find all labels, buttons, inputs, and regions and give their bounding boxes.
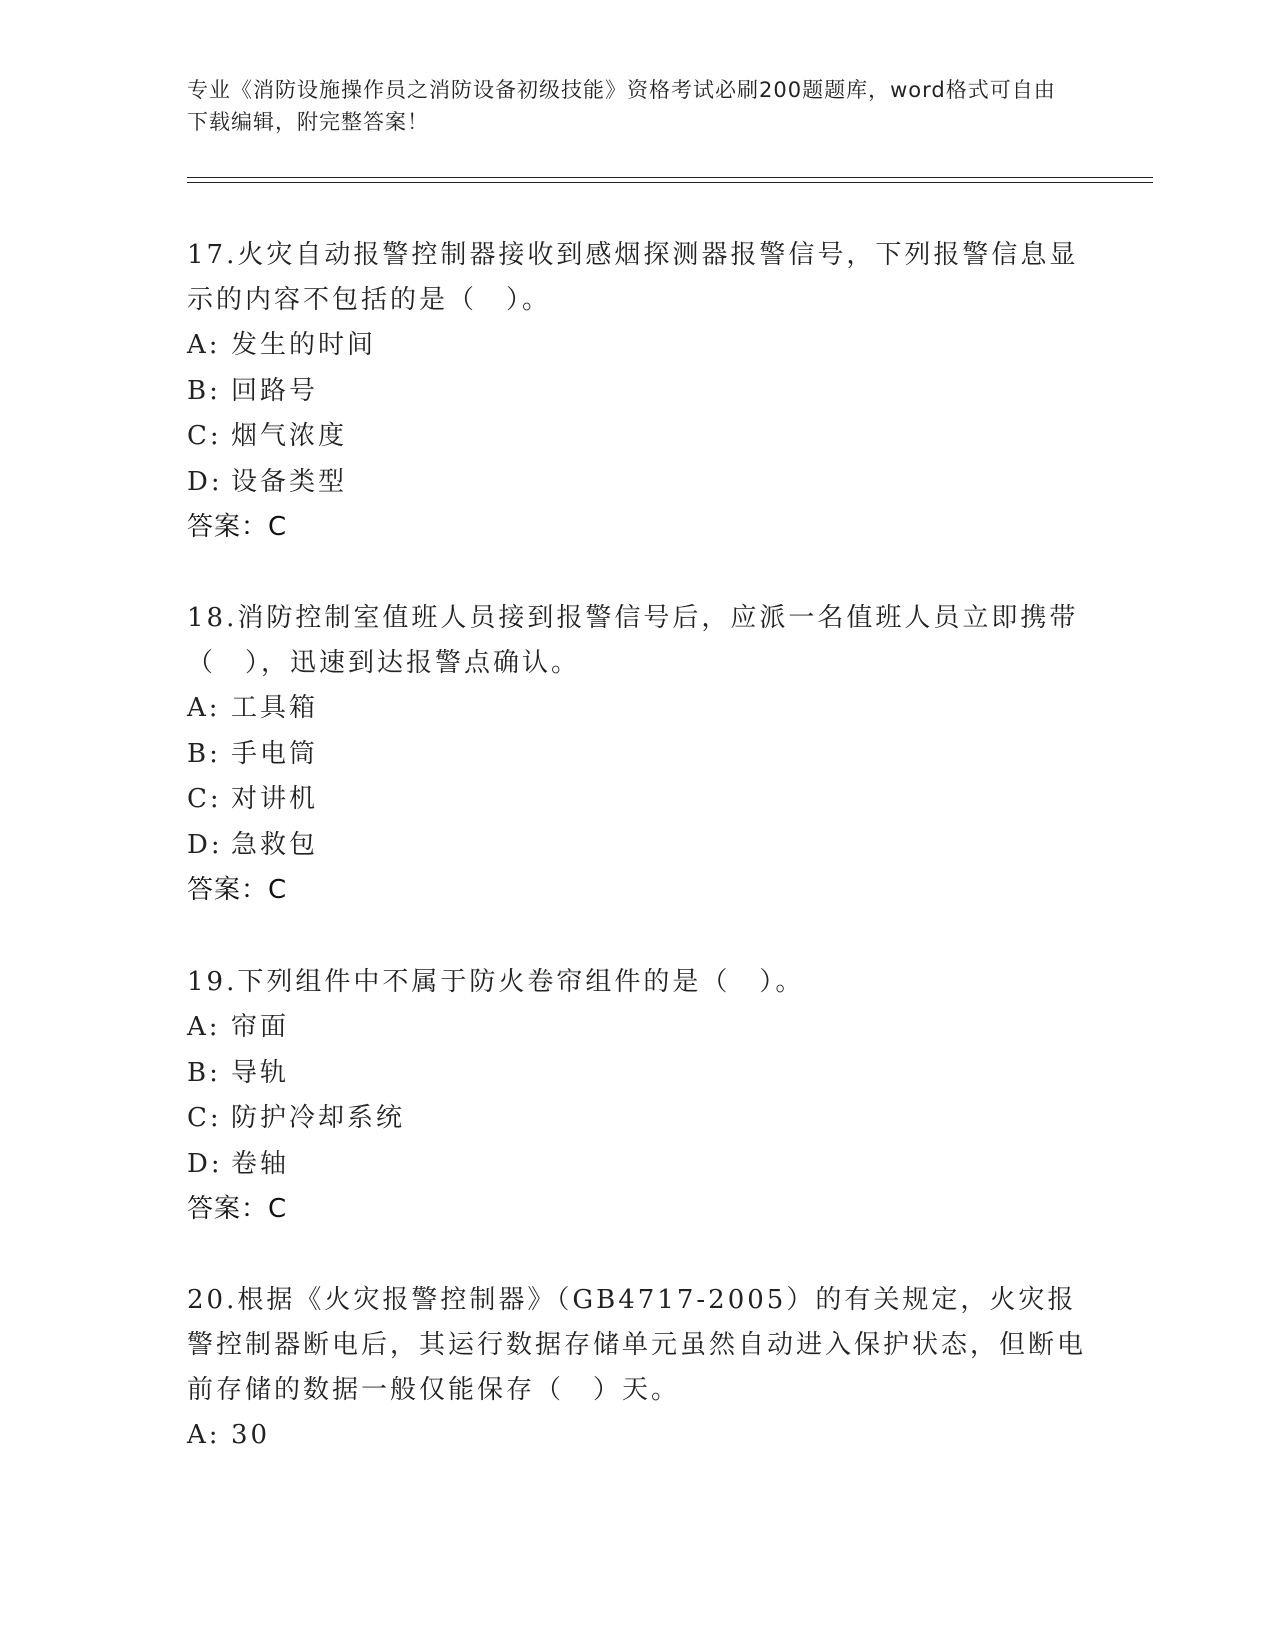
option-a bbox=[187, 686, 1087, 732]
option-key: A: bbox=[187, 1420, 221, 1450]
option-d bbox=[187, 823, 1087, 869]
option-key: A: bbox=[187, 693, 221, 723]
option-key: B: bbox=[187, 1057, 221, 1088]
question-stem: 18.消防控制室值班人员接到报警信号后，应派一名值班人员立即携带（ ），迅速到达报警点确认。 bbox=[187, 603, 1079, 678]
option-key: C: bbox=[187, 421, 222, 451]
question-18 bbox=[187, 596, 1087, 914]
answer: 答案：C bbox=[187, 512, 288, 542]
question-20 bbox=[187, 1278, 1087, 1459]
question-19 bbox=[187, 960, 1087, 1233]
option-key: A: bbox=[187, 330, 221, 360]
option-text: 发生的时间 bbox=[231, 330, 377, 360]
option-text: 工具箱 bbox=[231, 693, 319, 723]
option-key: B: bbox=[187, 375, 221, 406]
question-stem: 20.根据《火灾报警控制器》（GB4717-2005）的有关规定，火灾报警控制器断电后，其运行数据存储单元虽然自动进入保护状态，但断电前存储的数据一般仅能保存（ ）天。 bbox=[187, 1285, 1087, 1405]
option-text: 导轨 bbox=[231, 1057, 290, 1088]
option-text: 帘面 bbox=[231, 1012, 290, 1042]
option-c bbox=[187, 1096, 1087, 1142]
option-text: 烟气浓度 bbox=[231, 421, 348, 451]
option-text: 对讲机 bbox=[231, 784, 319, 814]
option-b bbox=[187, 369, 1087, 415]
option-a bbox=[187, 323, 1087, 369]
document-header: 专业《消防设施操作员之消防设备初级技能》资格考试必刷200题题库，word格式可自由下载编辑，附完整答案！ bbox=[187, 78, 1056, 134]
answer: 答案：C bbox=[187, 1194, 288, 1224]
option-c bbox=[187, 777, 1087, 823]
question-17 bbox=[187, 233, 1087, 551]
answer: 答案：C bbox=[187, 875, 288, 905]
option-text: 30 bbox=[231, 1420, 271, 1450]
option-text: 急救包 bbox=[231, 829, 319, 860]
option-key: C: bbox=[187, 784, 222, 814]
option-text: 设备类型 bbox=[231, 466, 348, 497]
option-text: 回路号 bbox=[231, 375, 319, 406]
option-key: D: bbox=[187, 466, 223, 497]
question-stem: 19.下列组件中不属于防火卷帘组件的是（ ）。 bbox=[187, 967, 805, 997]
option-key: D: bbox=[187, 829, 223, 860]
option-b bbox=[187, 732, 1087, 778]
option-text: 手电筒 bbox=[231, 738, 319, 769]
option-text: 卷轴 bbox=[231, 1148, 290, 1179]
header-rule-top bbox=[187, 177, 1153, 178]
option-c bbox=[187, 414, 1087, 460]
option-key: A: bbox=[187, 1012, 221, 1042]
option-key: B: bbox=[187, 738, 221, 769]
option-d bbox=[187, 460, 1087, 506]
option-a bbox=[187, 1005, 1087, 1051]
option-b bbox=[187, 1051, 1087, 1097]
option-a bbox=[187, 1413, 1087, 1459]
option-key: C: bbox=[187, 1103, 222, 1133]
option-text: 防护冷却系统 bbox=[231, 1103, 406, 1133]
question-stem: 17.火灾自动报警控制器接收到感烟探测器报警信号，下列报警信息显示的内容不包括的是（ ）。 bbox=[187, 240, 1079, 315]
option-d bbox=[187, 1142, 1087, 1188]
option-key: D: bbox=[187, 1148, 223, 1179]
header-rule-bottom bbox=[187, 182, 1153, 183]
